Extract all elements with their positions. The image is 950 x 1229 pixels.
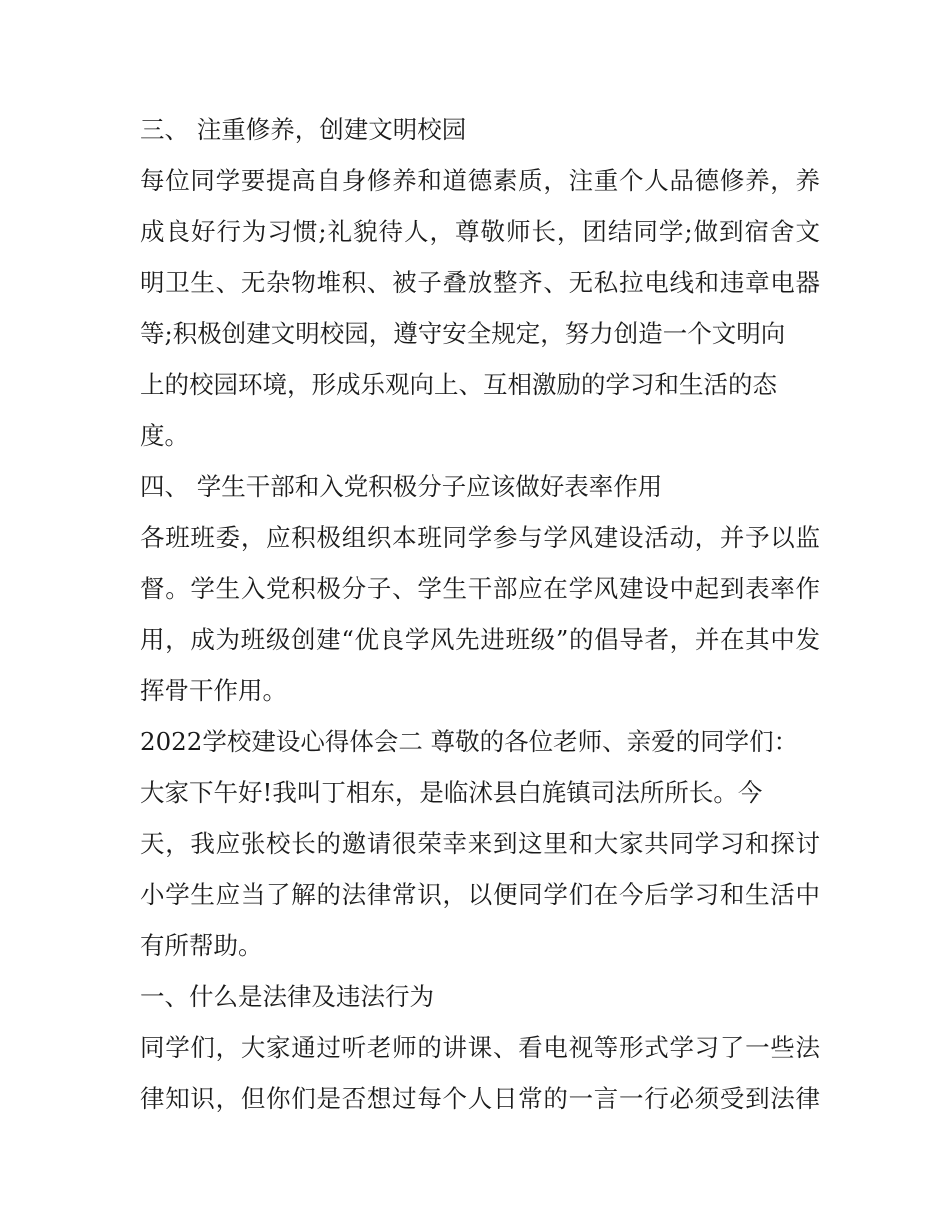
document-body	[140, 104, 820, 1124]
paragraph-line: 小学生应当了解的法律常识，以便同学们在今后学习和生活中	[140, 880, 820, 909]
paragraph-line: 各班班委，应积极组织本班同学参与学风建设活动，并予以监	[140, 523, 820, 552]
paragraph-line: 有所帮助。	[140, 931, 263, 960]
paragraph-line: 同学们，大家通过听老师的讲课、看电视等形式学习了一些法	[140, 1033, 820, 1062]
paragraph-line: 度。	[140, 421, 189, 450]
article-title-line: 2022学校建设心得体会二 尊敬的各位老师、亲爱的同学们：	[140, 727, 799, 756]
paragraph-line: 大家下午好!我叫丁相东，是临沭县白旄镇司法所所长。今	[140, 778, 763, 807]
heading-section-4: 四、 学生干部和入党积极分子应该做好表率作用	[140, 472, 663, 501]
paragraph-line: 每位同学要提高自身修养和道德素质，注重个人品德修养，养	[140, 166, 820, 195]
paragraph-line: 等;积极创建文明校园，遵守安全规定，努力创造一个文明向	[140, 319, 786, 348]
paragraph-line: 上的校园环境，形成乐观向上、互相激励的学习和生活的态	[140, 370, 777, 399]
paragraph-line: 律知识，但你们是否想过每个人日常的一言一行必须受到法律	[140, 1084, 820, 1113]
paragraph-line: 明卫生、无杂物堆积、被子叠放整齐、无私拉电线和违章电器	[140, 268, 820, 297]
paragraph-line: 督。学生入党积极分子、学生干部应在学风建设中起到表率作	[140, 574, 820, 603]
paragraph-line: 天，我应张校长的邀请很荣幸来到这里和大家共同学习和探讨	[140, 829, 820, 858]
paragraph-line: 成良好行为习惯;礼貌待人，尊敬师长，团结同学;做到宿舍文	[140, 217, 820, 246]
paragraph-line: 挥骨干作用。	[140, 676, 287, 705]
heading-section-3: 三、 注重修养，创建文明校园	[140, 115, 467, 144]
heading-section-1: 一、什么是法律及违法行为	[140, 982, 434, 1011]
paragraph-line: 用，成为班级创建“优良学风先进班级”的倡导者，并在其中发	[140, 625, 820, 654]
